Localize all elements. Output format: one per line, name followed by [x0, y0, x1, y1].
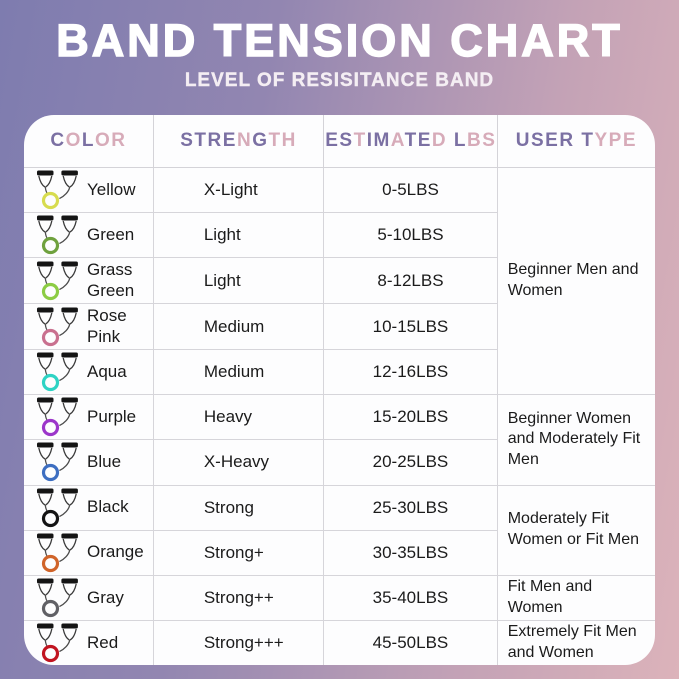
resistance-band-icon	[36, 307, 80, 347]
table-row	[24, 575, 655, 620]
header-letter: A	[390, 130, 405, 151]
header-letter: E	[545, 130, 560, 151]
header-letter: S	[482, 130, 497, 151]
resistance-band-icon	[36, 261, 80, 301]
header-letter: L	[81, 130, 95, 151]
estimated-lbs-cell: 12-16LBS	[324, 350, 498, 395]
strength-cell: Light	[153, 213, 323, 258]
band-color-name: Black	[87, 497, 129, 517]
band-color-name: Gray	[87, 587, 124, 607]
user-type-cell: Extremely Fit Men and Women	[507, 623, 637, 661]
color-cell-content	[25, 306, 152, 347]
header-letter: O	[65, 130, 82, 151]
column-header-color	[24, 115, 153, 168]
header-letter: T	[581, 130, 595, 151]
strength-cell: Medium	[153, 350, 323, 395]
header-letter: S	[339, 130, 354, 151]
resistance-band-icon	[36, 215, 80, 255]
band-color-name: Orange	[87, 542, 144, 562]
strength-cell: Strong+	[153, 530, 323, 575]
color-cell	[24, 258, 153, 304]
resistance-band-icon	[36, 533, 80, 573]
header-letter: E	[417, 130, 432, 151]
color-cell-content	[25, 260, 152, 301]
header-letter: Y	[594, 130, 609, 151]
header-letter: R	[207, 130, 223, 151]
estimated-lbs-cell: 15-20LBS	[324, 395, 498, 440]
color-cell	[24, 395, 153, 440]
estimated-lbs-cell: 0-5LBS	[324, 168, 498, 213]
color-cell-content	[25, 352, 152, 392]
color-cell-content	[25, 442, 152, 482]
user-type-cell: Fit Men and Women	[497, 575, 655, 620]
header-letter: R	[559, 130, 575, 151]
estimated-lbs-cell: 35-40LBS	[324, 575, 498, 620]
color-cell	[24, 440, 153, 485]
band-color-name: Green	[87, 224, 135, 244]
color-cell-content	[25, 488, 152, 528]
user-type-cell: Moderately Fit Women or Fit Men	[497, 485, 655, 575]
header-letter: N	[236, 130, 253, 151]
header-letter: L	[453, 130, 468, 151]
header-letter	[447, 130, 454, 151]
user-type-cell: Beginner Women and Moderately Fit Men	[497, 395, 655, 485]
user-type-cell: Beginner Men and Women	[497, 168, 655, 395]
header-letter: S	[180, 130, 195, 151]
table-row	[24, 168, 655, 213]
estimated-lbs-cell: 30-35LBS	[324, 530, 498, 575]
strength-cell: Strong++	[153, 575, 323, 620]
color-cell	[24, 350, 153, 395]
strength-cell: Medium	[153, 304, 323, 350]
header-letter: I	[366, 130, 374, 151]
color-cell-content	[25, 170, 152, 210]
estimated-lbs-cell: 8-12LBS	[324, 258, 498, 304]
color-cell-content	[25, 623, 152, 663]
strength-cell: Strong	[153, 485, 323, 530]
chart-card	[24, 115, 655, 665]
resistance-band-icon	[36, 623, 80, 663]
strength-cell: X-Light	[153, 168, 323, 213]
color-cell-content	[25, 215, 152, 255]
header-letter: T	[194, 130, 208, 151]
table-header-row	[24, 115, 655, 168]
strength-cell: Strong+++	[153, 620, 323, 665]
band-color-name: Red	[87, 632, 119, 652]
header-letter: T	[268, 130, 282, 151]
header-letter: D	[431, 130, 448, 151]
estimated-lbs-cell: 25-30LBS	[324, 485, 498, 530]
color-cell	[24, 620, 153, 665]
header-letter: E	[622, 130, 637, 151]
resistance-band-icon	[36, 442, 80, 482]
column-header-user-type	[497, 115, 655, 168]
strength-cell: Light	[153, 258, 323, 304]
column-header-estimated-lbs	[324, 115, 498, 168]
page-subtitle: LEVEL OF RESISITANCE BAND	[184, 69, 495, 91]
resistance-band-icon	[36, 488, 80, 528]
header-letter: T	[404, 130, 418, 151]
band-color-name: Rose Pink	[87, 306, 127, 346]
color-cell	[24, 485, 153, 530]
header-letter: C	[50, 130, 66, 151]
band-color-name: Purple	[87, 407, 137, 427]
band-tension-table	[24, 115, 655, 665]
table-row	[24, 395, 655, 440]
resistance-band-icon	[36, 170, 80, 210]
header-letter: H	[281, 130, 297, 151]
color-cell	[24, 530, 153, 575]
header-letter: E	[325, 130, 340, 151]
header-letter: R	[111, 130, 127, 151]
band-color-name: Grass Green	[87, 260, 135, 300]
header-letter: P	[608, 130, 623, 151]
strength-cell: Heavy	[153, 395, 323, 440]
table-row	[24, 485, 655, 530]
strength-cell: X-Heavy	[153, 440, 323, 485]
resistance-band-icon	[36, 578, 80, 618]
header-letter: U	[515, 130, 531, 151]
estimated-lbs-cell: 5-10LBS	[324, 213, 498, 258]
table-row	[24, 620, 655, 665]
header-letter: O	[94, 130, 112, 151]
header-letter: E	[222, 130, 237, 151]
color-cell	[24, 304, 153, 350]
color-cell	[24, 168, 153, 213]
band-color-name: Aqua	[87, 361, 127, 381]
header-letter: T	[353, 130, 367, 151]
page-title: BAND TENSION CHART	[56, 15, 623, 66]
color-cell	[24, 575, 153, 620]
column-header-strength	[153, 115, 323, 168]
band-color-name: Blue	[87, 452, 122, 472]
resistance-band-icon	[36, 397, 80, 437]
estimated-lbs-cell: 45-50LBS	[324, 620, 498, 665]
header-letter: G	[252, 130, 269, 151]
header-letter: M	[373, 130, 391, 151]
header-letter: B	[467, 130, 483, 151]
color-cell	[24, 213, 153, 258]
header-letter: S	[530, 130, 546, 151]
color-cell-content	[25, 533, 152, 573]
color-cell-content	[25, 397, 152, 437]
resistance-band-icon	[36, 352, 80, 392]
band-color-name: Yellow	[87, 179, 136, 199]
color-cell-content	[25, 578, 152, 618]
masthead	[0, 0, 679, 115]
estimated-lbs-cell: 10-15LBS	[324, 304, 498, 350]
estimated-lbs-cell: 20-25LBS	[324, 440, 498, 485]
